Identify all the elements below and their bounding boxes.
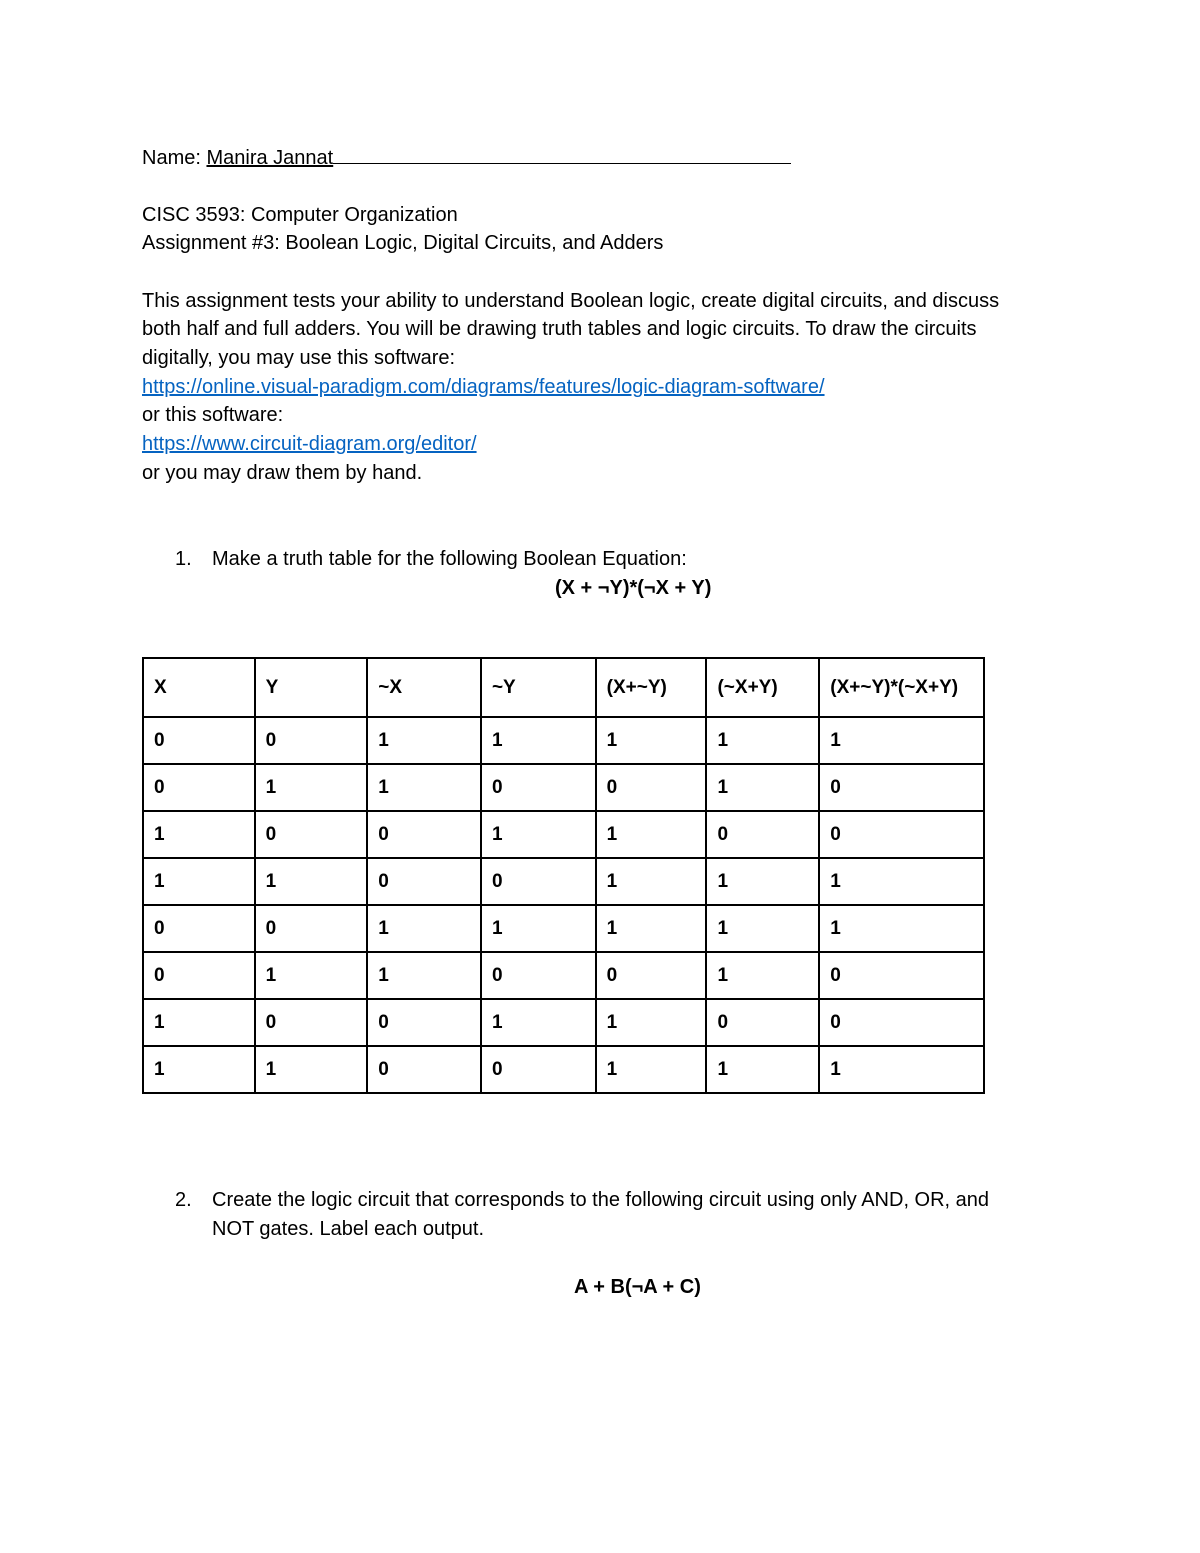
intro-line-5: or you may draw them by hand. (142, 462, 423, 484)
table-cell: 0 (819, 764, 984, 811)
question-2-text-line-2: NOT gates. Label each output. (212, 1218, 485, 1240)
table-cell: 1 (255, 764, 368, 811)
table-cell: 1 (819, 905, 984, 952)
table-header-row (143, 658, 984, 717)
name-value: Manira Jannat (206, 147, 334, 169)
table-cell: 0 (255, 999, 368, 1046)
table-header-cell: ~Y (481, 658, 596, 717)
table-cell: 0 (367, 811, 481, 858)
table-cell: 0 (481, 858, 596, 905)
table-header-cell: X (143, 658, 255, 717)
table-header-cell: ~X (367, 658, 481, 717)
question-1-equation: (X + ¬Y)*(¬X + Y) (555, 577, 712, 599)
table-cell: 1 (255, 1046, 368, 1093)
assignment-title: Assignment #3: Boolean Logic, Digital Circuits, and Adders (142, 232, 664, 254)
table-cell: 0 (596, 952, 707, 999)
table-cell: 1 (819, 1046, 984, 1093)
table-cell: 1 (255, 952, 368, 999)
question-1-text: Make a truth table for the following Boolean Equation: (212, 548, 687, 570)
name-underline (333, 143, 791, 164)
table-cell: 1 (143, 999, 255, 1046)
table-cell: 0 (143, 952, 255, 999)
table-cell: 1 (819, 858, 984, 905)
question-2-number: 2. (175, 1189, 192, 1211)
table-cell: 0 (481, 764, 596, 811)
table-cell: 1 (143, 811, 255, 858)
table-row (143, 1046, 984, 1093)
table-header-cell: Y (255, 658, 368, 717)
table-header-cell: (X+~Y) (596, 658, 707, 717)
truth-table (142, 657, 985, 1094)
table-cell: 1 (596, 999, 707, 1046)
table-cell: 1 (481, 717, 596, 764)
table-header-cell: (~X+Y) (706, 658, 819, 717)
circuit-diagram-link[interactable]: https://www.circuit-diagram.org/editor/ (142, 433, 477, 455)
table-cell: 1 (481, 811, 596, 858)
table-cell: 0 (255, 717, 368, 764)
table-cell: 1 (481, 905, 596, 952)
table-cell: 1 (255, 858, 368, 905)
intro-line-2: both half and full adders. You will be drawing truth tables and logic circuits. To draw the circuits (142, 318, 977, 340)
table-row (143, 952, 984, 999)
table-cell: 1 (706, 858, 819, 905)
visual-paradigm-link[interactable]: https://online.visual-paradigm.com/diagrams/features/logic-diagram-software/ (142, 376, 825, 398)
question-2-equation: A + B(¬A + C) (574, 1276, 701, 1298)
table-cell: 1 (481, 999, 596, 1046)
name-line (142, 143, 791, 172)
table-cell: 0 (255, 905, 368, 952)
table-cell: 0 (481, 952, 596, 999)
table-cell: 1 (706, 905, 819, 952)
table-cell: 0 (367, 999, 481, 1046)
intro-line-3: digitally, you may use this software: (142, 347, 456, 369)
table-cell: 1 (367, 905, 481, 952)
table-cell: 1 (596, 811, 707, 858)
table-row (143, 717, 984, 764)
table-cell: 1 (706, 764, 819, 811)
table-cell: 1 (706, 1046, 819, 1093)
table-cell: 0 (596, 764, 707, 811)
table-cell: 1 (367, 764, 481, 811)
table-cell: 1 (143, 858, 255, 905)
table-cell: 0 (706, 811, 819, 858)
table-cell: 1 (596, 905, 707, 952)
table-cell: 0 (143, 764, 255, 811)
question-2-text-line-1: Create the logic circuit that corresponds to the following circuit using only AND, OR, and (212, 1189, 990, 1211)
table-cell: 0 (481, 1046, 596, 1093)
table-row (143, 999, 984, 1046)
table-row (143, 858, 984, 905)
table-header-cell: (X+~Y)*(~X+Y) (819, 658, 984, 717)
table-cell: 1 (596, 858, 707, 905)
table-cell: 1 (706, 717, 819, 764)
table-cell: 1 (596, 717, 707, 764)
table-cell: 0 (706, 999, 819, 1046)
course-title: CISC 3593: Computer Organization (142, 204, 458, 226)
intro-line-4: or this software: (142, 404, 284, 426)
table-cell: 1 (367, 717, 481, 764)
table-cell: 0 (819, 952, 984, 999)
intro-line-1: This assignment tests your ability to understand Boolean logic, create digital circuits, and discuss (142, 290, 1000, 312)
name-label: Name: (142, 147, 201, 169)
table-row (143, 811, 984, 858)
table-row (143, 905, 984, 952)
table-cell: 0 (255, 811, 368, 858)
table-cell: 0 (367, 1046, 481, 1093)
table-cell: 1 (143, 1046, 255, 1093)
table-cell: 1 (819, 717, 984, 764)
table-cell: 1 (706, 952, 819, 999)
table-cell: 0 (143, 717, 255, 764)
table-row (143, 764, 984, 811)
question-1-number: 1. (175, 548, 192, 570)
table-cell: 0 (143, 905, 255, 952)
table-cell: 1 (596, 1046, 707, 1093)
table-cell: 0 (819, 999, 984, 1046)
table-cell: 0 (819, 811, 984, 858)
table-cell: 1 (367, 952, 481, 999)
table-cell: 0 (367, 858, 481, 905)
